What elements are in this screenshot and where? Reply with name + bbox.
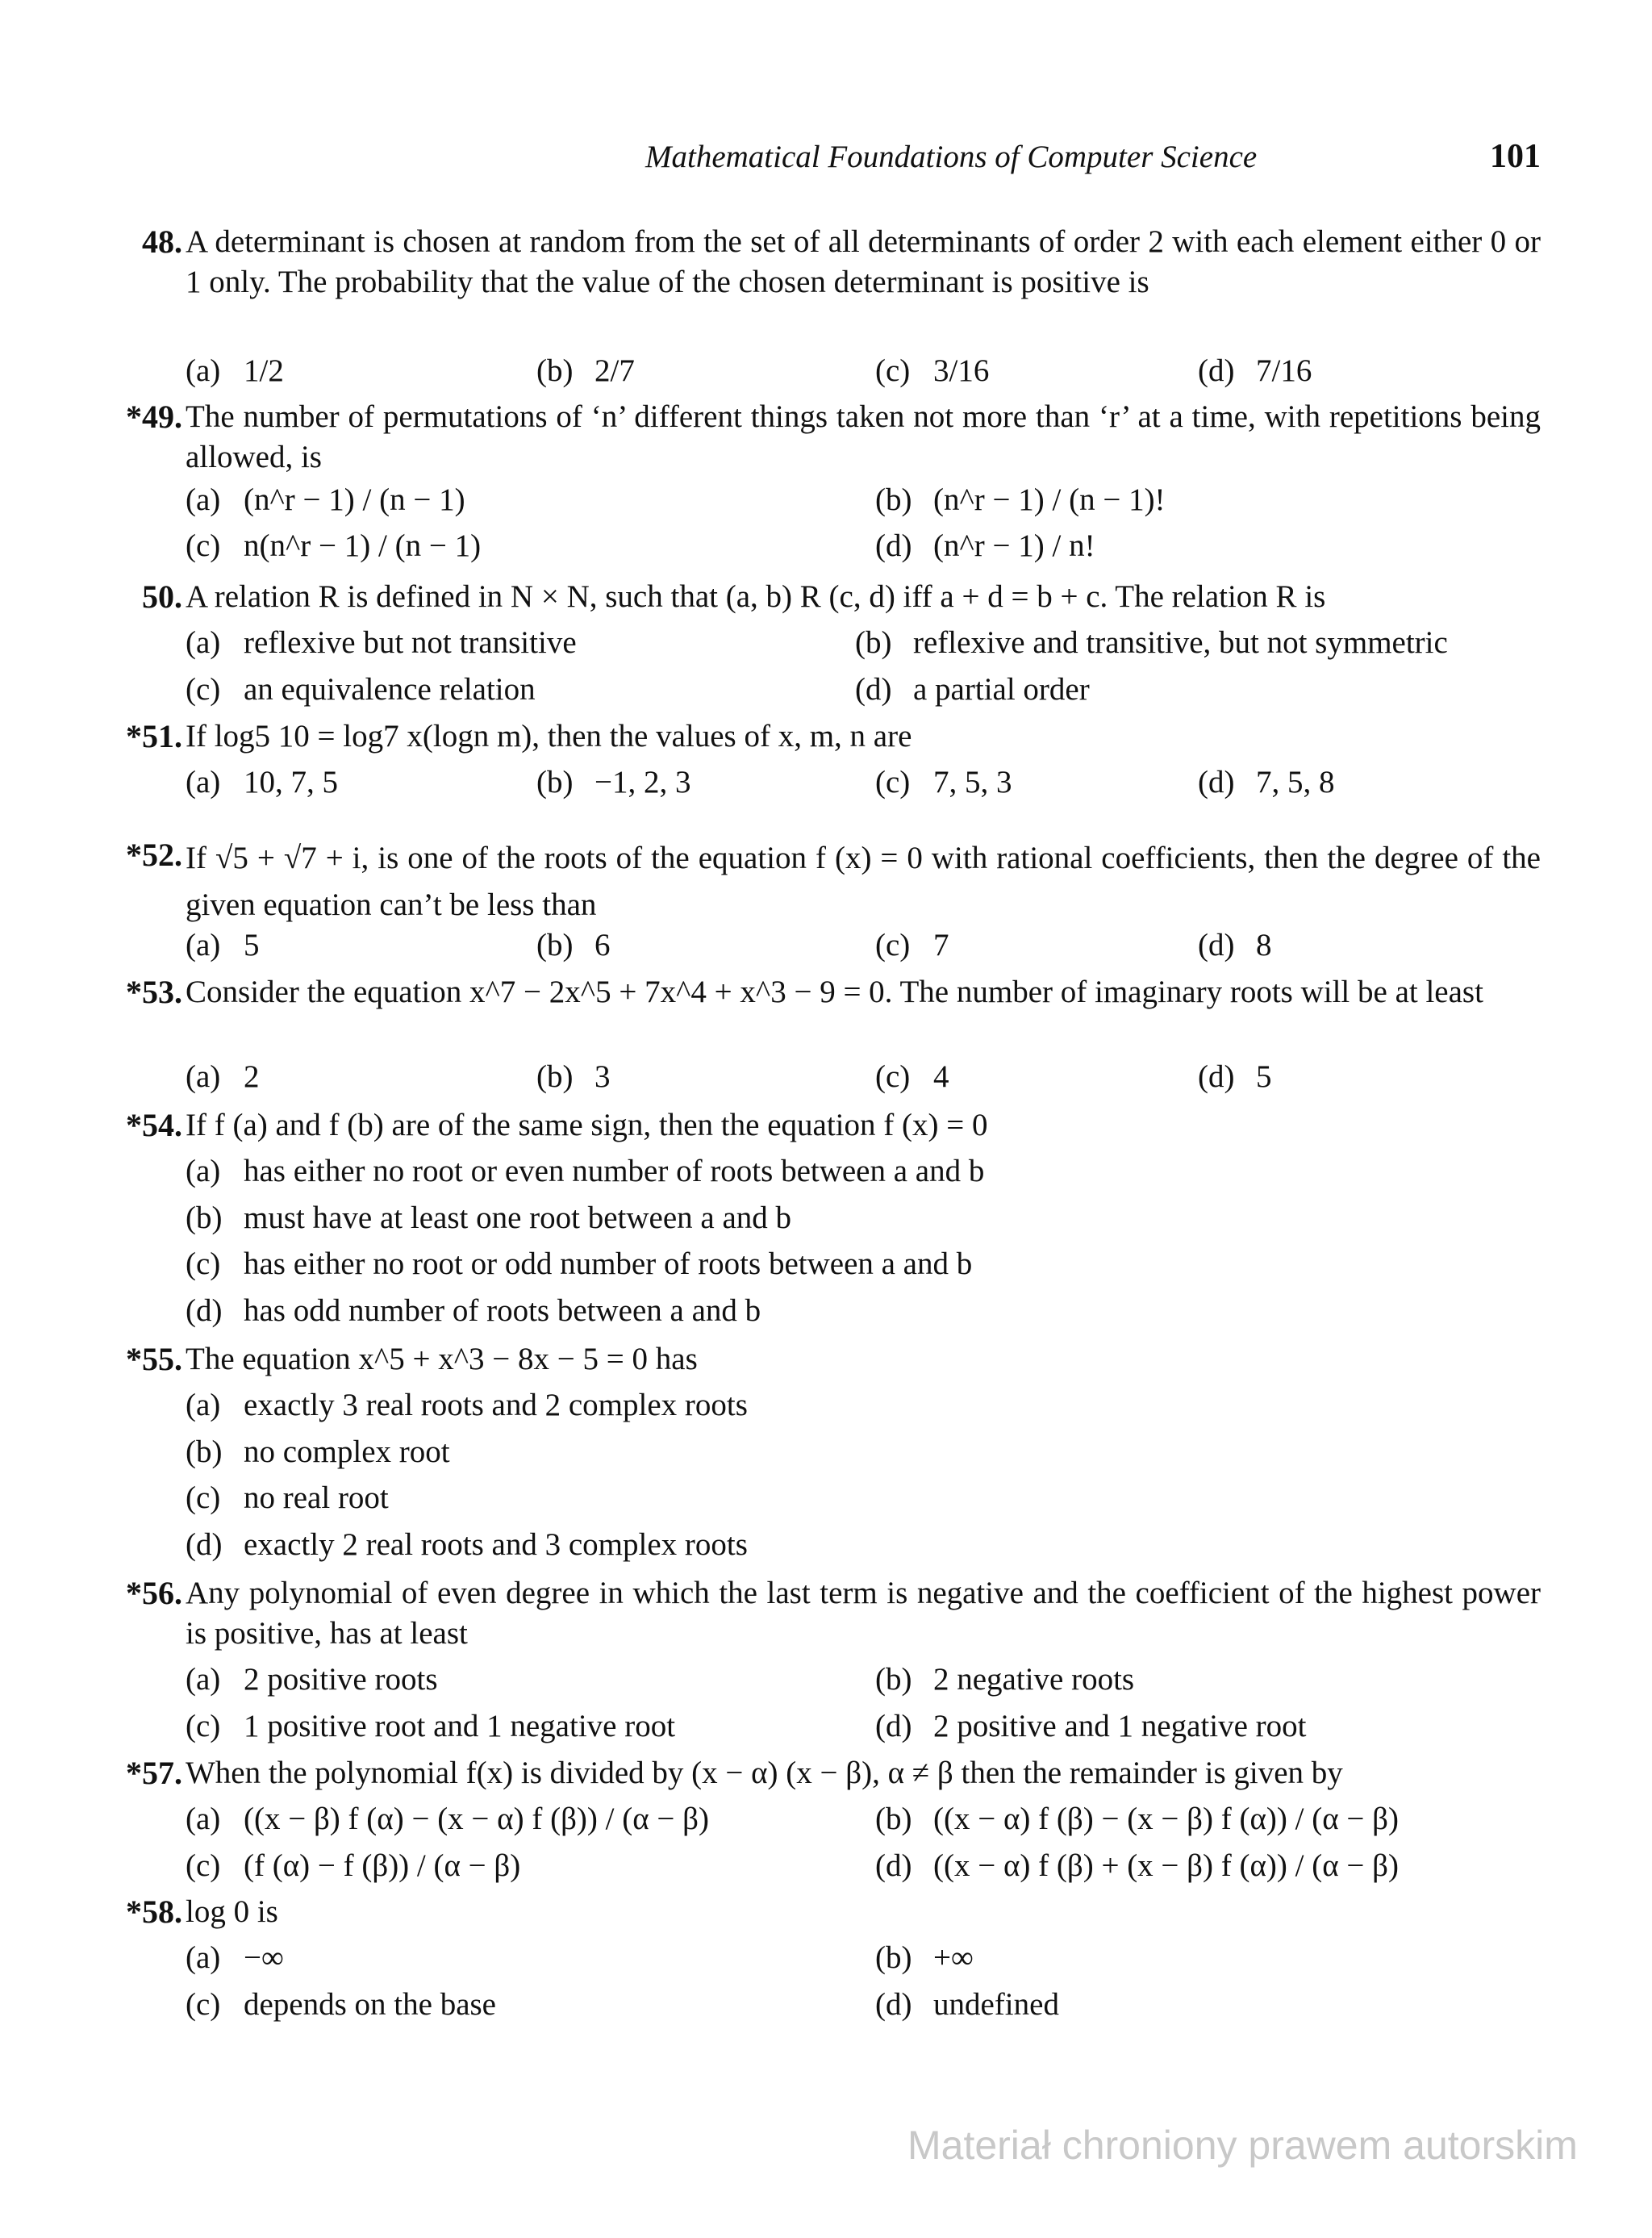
option-a: (a) 5 (186, 928, 260, 962)
option-a: (a) 1/2 (186, 353, 284, 388)
header-title: Mathematical Foundations of Computer Science (645, 140, 1258, 174)
option-b: (b) 2/7 (536, 353, 635, 388)
option-a: (a) 2 (186, 1059, 260, 1094)
question-text: Any polynomial of even degree in which the last term is negative and the coefficient of the highest power is positive, has at least (186, 1576, 1541, 1651)
option-c: (c) 3/16 (875, 353, 990, 388)
option-d: (d) ((x − α) f (β) + (x − β) f (α)) / (α − β) (875, 1848, 1399, 1883)
option-d: (d) 8 (1198, 928, 1272, 962)
question-number: 50. (142, 578, 182, 615)
question-number: *54. (126, 1107, 182, 1143)
option-b: (b) ((x − α) f (β) − (x − β) f (α)) / (α − β) (875, 1802, 1399, 1836)
question-number: *56. (126, 1575, 182, 1611)
option-d: (d) (n^r − 1) / n! (875, 528, 1095, 563)
page-number: 101 (1490, 138, 1541, 175)
option-d: (d) 7, 5, 8 (1198, 765, 1335, 800)
option-a: (a) (n^r − 1) / (n − 1) (186, 482, 465, 517)
option-b: (b) (n^r − 1) / (n − 1)! (875, 482, 1166, 517)
question-text: A relation R is defined in N × N, such that (a, b) R (c, d) iff a + d = b + c. The relation R is (186, 579, 1326, 614)
question-text: A determinant is chosen at random from the set of all determinants of order 2 with each element either 0 or 1 only. The probability that the value of the chosen determinant is positive is (186, 224, 1541, 299)
question-text: When the polynomial f(x) is divided by (x − α) (x − β), α ≠ β then the remainder is given by (186, 1756, 1343, 1790)
question-number: 48. (142, 223, 182, 260)
option-c: (c) (f (α) − f (β)) / (α − β) (186, 1848, 521, 1883)
question-number: *55. (126, 1341, 182, 1377)
option-a: (a) reflexive but not transitive (186, 625, 577, 660)
option-a: (a) ((x − β) f (α) − (x − α) f (β)) / (α − β) (186, 1802, 709, 1836)
option-c: (c) n(n^r − 1) / (n − 1) (186, 528, 482, 563)
question-text: log 0 is (186, 1894, 278, 1929)
option-d: (d) 5 (1198, 1059, 1272, 1094)
question-number: *49. (126, 399, 182, 435)
question-number: *52. (126, 837, 182, 873)
option-a: (a) 10, 7, 5 (186, 765, 338, 800)
question-number: *57. (126, 1755, 182, 1791)
option-c: (c) an equivalence relation (186, 672, 536, 707)
option-c: (c) 7, 5, 3 (875, 765, 1012, 800)
option-b: (b) 2 negative roots (875, 1662, 1135, 1697)
option-b: (b) −1, 2, 3 (536, 765, 691, 800)
option-d: (d) a partial order (855, 672, 1090, 707)
copyright-watermark: Materiał chroniony prawem autorskim (907, 2123, 1578, 2168)
option-c: (c) has either no root or odd number of roots between a and b (186, 1246, 973, 1281)
question-text: The number of permutations of ‘n’ different things taken not more than ‘r’ at a time, with repetitions being allowed, is (186, 399, 1541, 474)
option-b: (b) no complex root (186, 1434, 450, 1469)
option-a: (a) exactly 3 real roots and 2 complex roots (186, 1388, 748, 1422)
option-a: (a) 2 positive roots (186, 1662, 438, 1697)
question-text: If √5 + √7 + i, is one of the roots of the equation f (x) = 0 with rational coefficients, then the degree of the given equation can’t be less than (186, 841, 1541, 922)
option-d: (d) 7/16 (1198, 353, 1312, 388)
question-number: *53. (126, 974, 182, 1010)
option-d: (d) 2 positive and 1 negative root (875, 1709, 1307, 1743)
option-d: (d) exactly 2 real roots and 3 complex roots (186, 1527, 748, 1562)
option-d: (d) has odd number of roots between a and b (186, 1293, 761, 1328)
option-b: (b) 6 (536, 928, 611, 962)
option-a: (a) has either no root or even number of roots between a and b (186, 1154, 985, 1188)
option-b: (b) reflexive and transitive, but not symmetric (855, 625, 1448, 660)
option-c: (c) 7 (875, 928, 949, 962)
question-text: If f (a) and f (b) are of the same sign, then the equation f (x) = 0 (186, 1108, 988, 1142)
option-c: (c) 1 positive root and 1 negative root (186, 1709, 676, 1743)
question-number: *51. (126, 718, 182, 754)
question-text: If log5 10 = log7 x(logn m), then the values of x, m, n are (186, 719, 912, 754)
question-number: *58. (126, 1894, 182, 1930)
option-c: (c) no real root (186, 1480, 389, 1515)
option-c: (c) 4 (875, 1059, 949, 1094)
running-header (645, 139, 1541, 187)
question-text: The equation x^5 + x^3 − 8x − 5 = 0 has (186, 1342, 698, 1376)
option-c: (c) depends on the base (186, 1987, 496, 2022)
option-b: (b) must have at least one root between a and b (186, 1200, 792, 1235)
option-b: (b) +∞ (875, 1940, 974, 1975)
option-a: (a) −∞ (186, 1940, 284, 1975)
option-b: (b) 3 (536, 1059, 611, 1094)
option-d: (d) undefined (875, 1987, 1059, 2022)
question-text: Consider the equation x^7 − 2x^5 + 7x^4 + x^3 − 9 = 0. The number of imaginary roots will be at least (186, 975, 1483, 1009)
